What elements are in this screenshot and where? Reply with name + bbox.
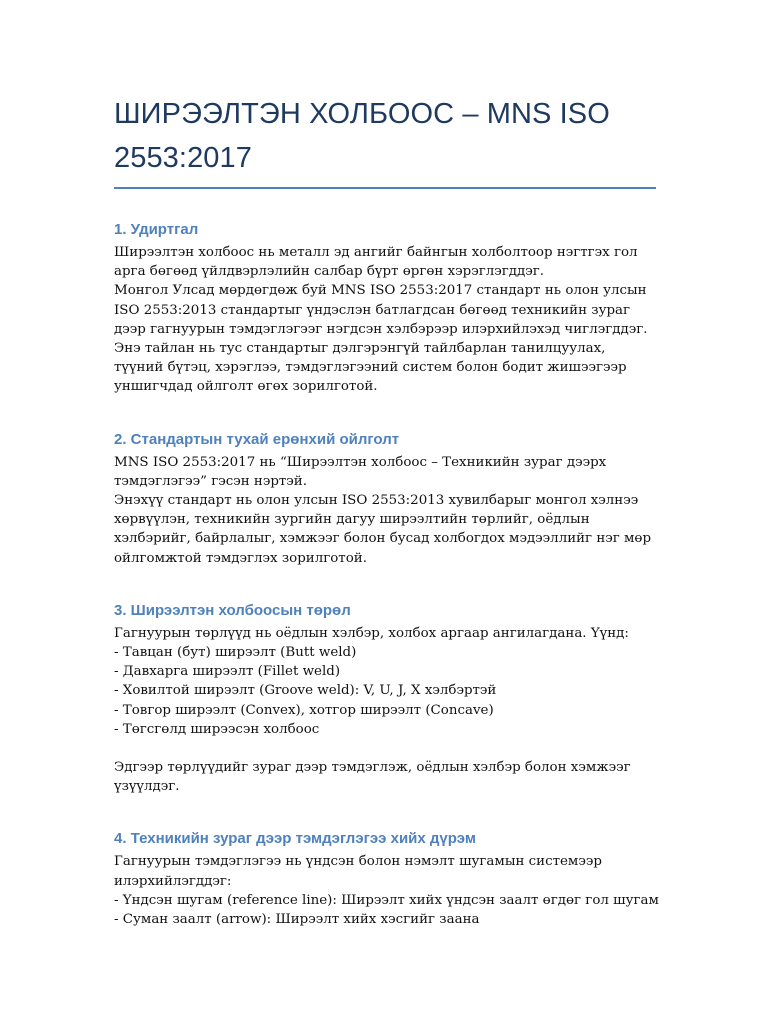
list-item: - Төгсгөлд ширээсэн холбоос [114,721,320,737]
section-weld-types [114,600,656,797]
paragraph: Эдгээр төрлүүдийг зураг дээр тэмдэглэж, оёдлын хэлбэр болон хэмжээг үзүүлдэг. [114,760,631,795]
document-title-text: ШИРЭЭЛТЭН ХОЛБООС – MNS ISO 2553:2017 [114,98,610,174]
section-heading: 2. Стандартын тухай ерөнхий ойлголт [114,430,400,448]
title-divider [114,187,656,189]
list-item: - Үндсэн шугам (reference line): Ширээлт хийх үндсэн заалт өгдөг гол шугам [114,892,659,908]
list-item: - Тавцан (бут) ширээлт (Butt weld) [114,645,357,661]
list-item: - Товгор ширээлт (Convex), хотгор ширээлт (Concave) [114,702,494,718]
list-item: - Суман заалт (arrow): Ширээлт хийх хэсгийг заана [114,912,480,928]
paragraph: Гагнуурын төрлүүд нь оёдлын хэлбэр, холбох аргаар ангилагдана. Үүнд: [114,625,629,641]
paragraph: Монгол Улсад мөрдөгдөж буй MNS ISO 2553:2017 стандарт нь олон улсын ISO 2553:2013 стандартыг үндэслэн батлагдсан бөгөөд техникийн зураг дээр гагнуурын тэмдэглэгээг нэгдсэн хэлбэрээр илэрхийлэхэд чиглэгддэг. [114,283,648,337]
document-title [114,92,614,180]
section-drawing-rules [114,828,659,929]
section-introduction [114,219,656,397]
list-item: - Давхарга ширээлт (Fillet weld) [114,664,341,680]
list-item: - Ховилтой ширээлт (Groove weld): V, U, J, X хэлбэртэй [114,683,497,699]
section-heading: 1. Удиртгал [114,221,199,238]
paragraph: MNS ISO 2553:2017 нь “Ширээлтэн холбоос – Техникийн зураг дээрх тэмдэглэгээ” гэсэн нэртэй. [114,454,607,489]
paragraph: Гагнуурын тэмдэглэгээ нь үндсэн болон нэмэлт шугамын системээр илэрхийлэгддэг: [114,854,602,889]
section-overview [114,429,656,568]
section-heading: 3. Ширээлтэн холбоосын төрөл [114,601,351,619]
paragraph: Энэхүү стандарт нь олон улсын ISO 2553:2013 хувилбарыг монгол хэлнээ хөрвүүлэн, техникийн зургийн дагуу ширээлтийн төрлийг, оёдлын хэлбэрийг, байрлалыг, хэмжээг болон бусад холбогдох мэдээллийг нэг мөр ойлгомжтой тэмдэглэх зорилготой. [114,493,652,566]
section-heading: 4. Техникийн зураг дээр тэмдэглэгээ хийх дүрэм [114,830,476,848]
paragraph: Энэ тайлан нь тус стандартыг дэлгэрэнгүй тайлбарлан танилцуулах, түүний бүтэц, хэрэглээ, тэмдэглэгээний систем болон бодит жишээгээр уншигчдад ойлголт өгөх зорилготой. [114,341,627,395]
paragraph: Ширээлтэн холбоос нь металл эд ангийг байнгын холболтоор нэгтгэх гол арга бөгөөд үйлдвэрлэлийн салбар бүрт өргөн хэрэглэгддэг. [114,245,638,280]
document-page [114,92,659,929]
